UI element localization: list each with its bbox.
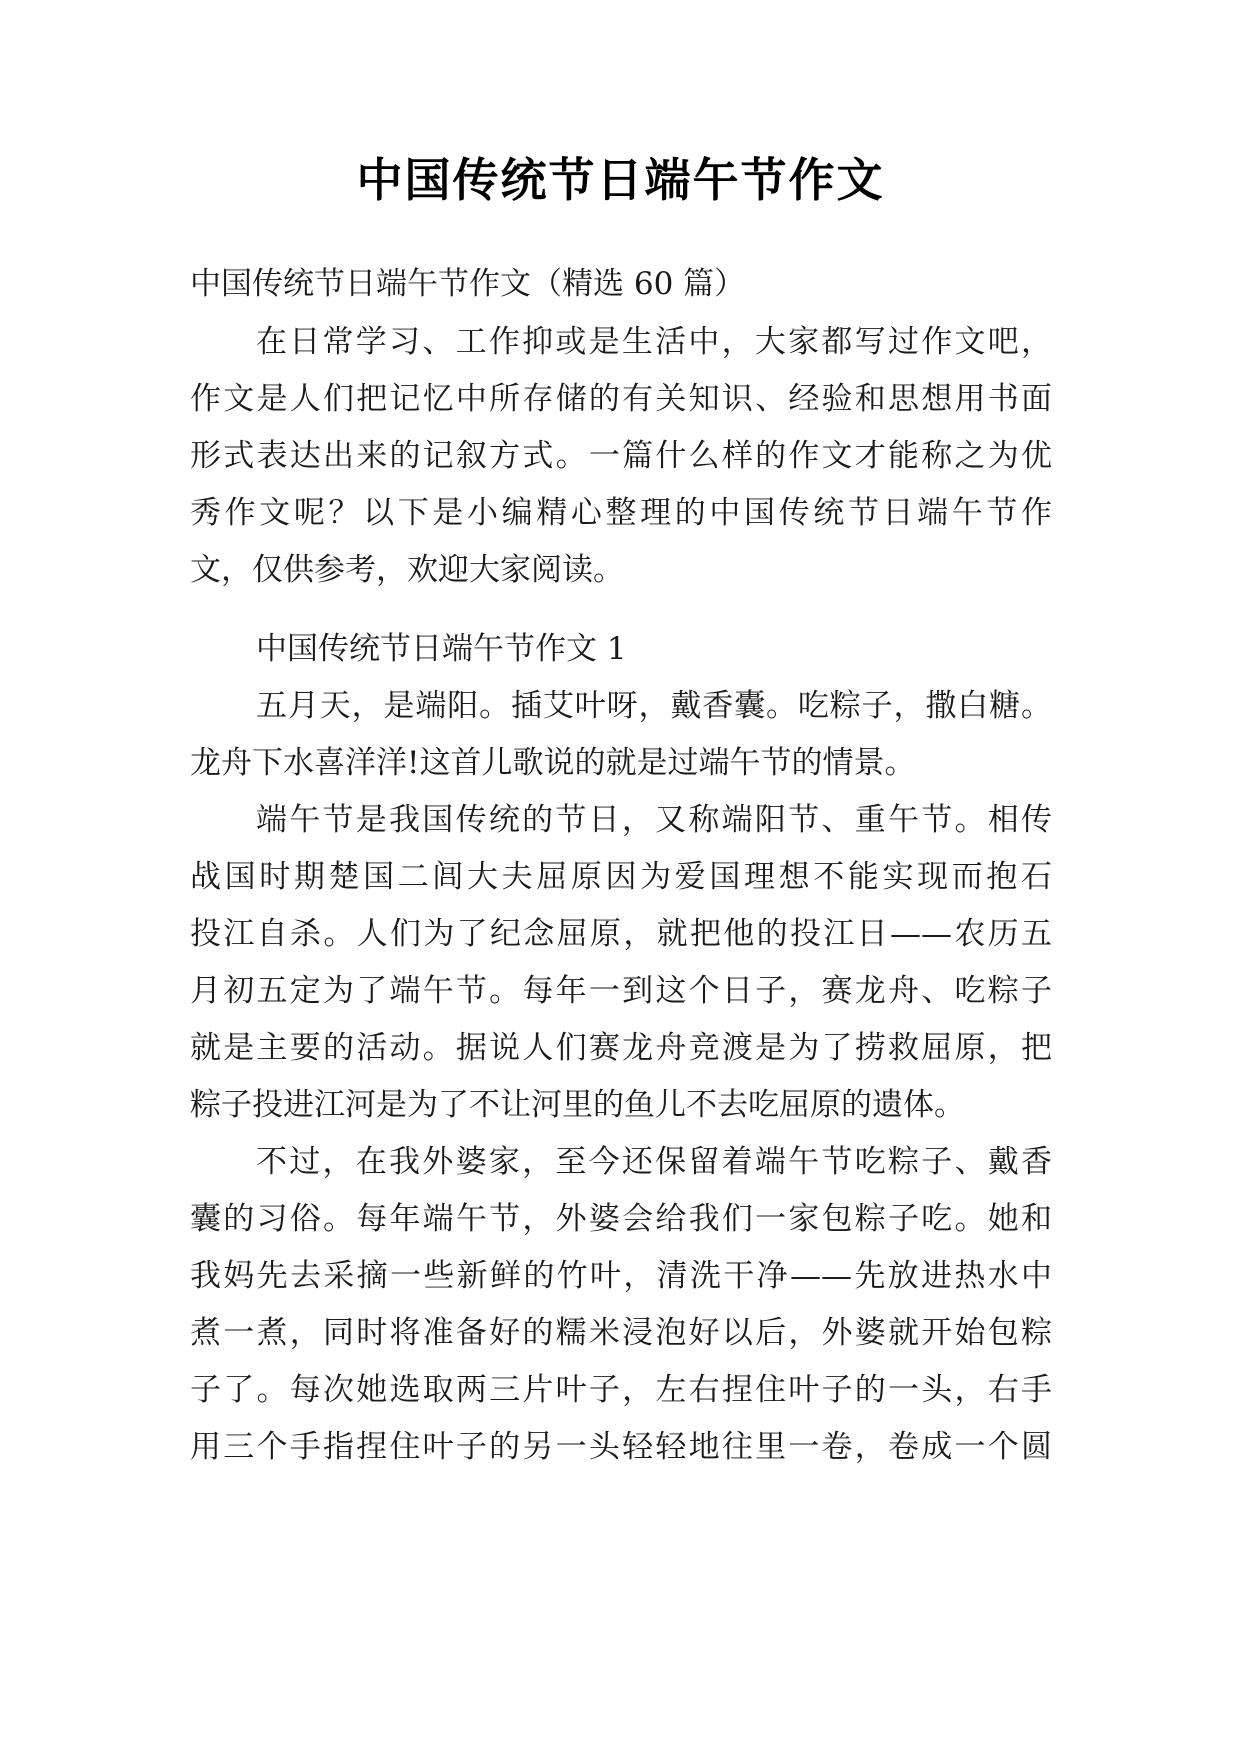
paragraph-line: 子了。每次她选取两三片叶子，左右捏住叶子的一头，右手 (190, 1372, 1052, 1408)
paragraph-line: 粽子投进江河是为了不让河里的鱼儿不去吃屈原的遗体。 (190, 1087, 965, 1123)
document-subtitle: 中国传统节日端午节作文（精选 60 篇） (190, 266, 746, 302)
intro-line: 作文是人们把记忆中所存储的有关知识、经验和思想用书面 (190, 381, 1052, 417)
intro-line: 秀作文呢？以下是小编精心整理的中国传统节日端午节作 (190, 495, 1052, 531)
paragraph-line: 我妈先去采摘一些新鲜的竹叶，清洗干净——先放进热水中 (190, 1258, 1052, 1294)
intro-line: 文，仅供参考，欢迎大家阅读。 (190, 552, 624, 588)
paragraph-line: 囊的习俗。每年端午节，外婆会给我们一家包粽子吃。她和 (190, 1201, 1052, 1237)
paragraph-line: 月初五定为了端午节。每年一到这个日子，赛龙舟、吃粽子 (190, 973, 1052, 1009)
paragraph-line: 投江自杀。人们为了纪念屈原，就把他的投江日——农历五 (190, 916, 1052, 952)
paragraph-line: 不过，在我外婆家，至今还保留着端午节吃粽子、戴香 (256, 1144, 1052, 1180)
intro-line: 形式表达出来的记叙方式。一篇什么样的作文才能称之为优 (190, 438, 1052, 474)
paragraph-line: 就是主要的活动。据说人们赛龙舟竞渡是为了捞救屈原，把 (190, 1030, 1052, 1066)
paragraph-line: 端午节是我国传统的节日，又称端阳节、重午节。相传 (256, 802, 1052, 838)
paragraph-line: 五月天，是端阳。插艾叶呀，戴香囊。吃粽子，撒白糖。 (256, 688, 1052, 724)
paragraph-line: 战国时期楚国二闾大夫屈原因为爱国理想不能实现而抱石 (190, 859, 1052, 895)
intro-line: 在日常学习、工作抑或是生活中，大家都写过作文吧， (256, 324, 1052, 360)
paragraph-line: 煮一煮，同时将准备好的糯米浸泡好以后，外婆就开始包粽 (190, 1315, 1052, 1351)
section-heading: 中国传统节日端午节作文 1 (256, 631, 627, 667)
paragraph-line: 龙舟下水喜洋洋!这首儿歌说的就是过端午节的情景。 (190, 745, 916, 781)
document-title: 中国传统节日端午节作文 (356, 153, 885, 207)
paragraph-line: 用三个手指捏住叶子的另一头轻轻地往里一卷，卷成一个圆 (190, 1429, 1052, 1465)
